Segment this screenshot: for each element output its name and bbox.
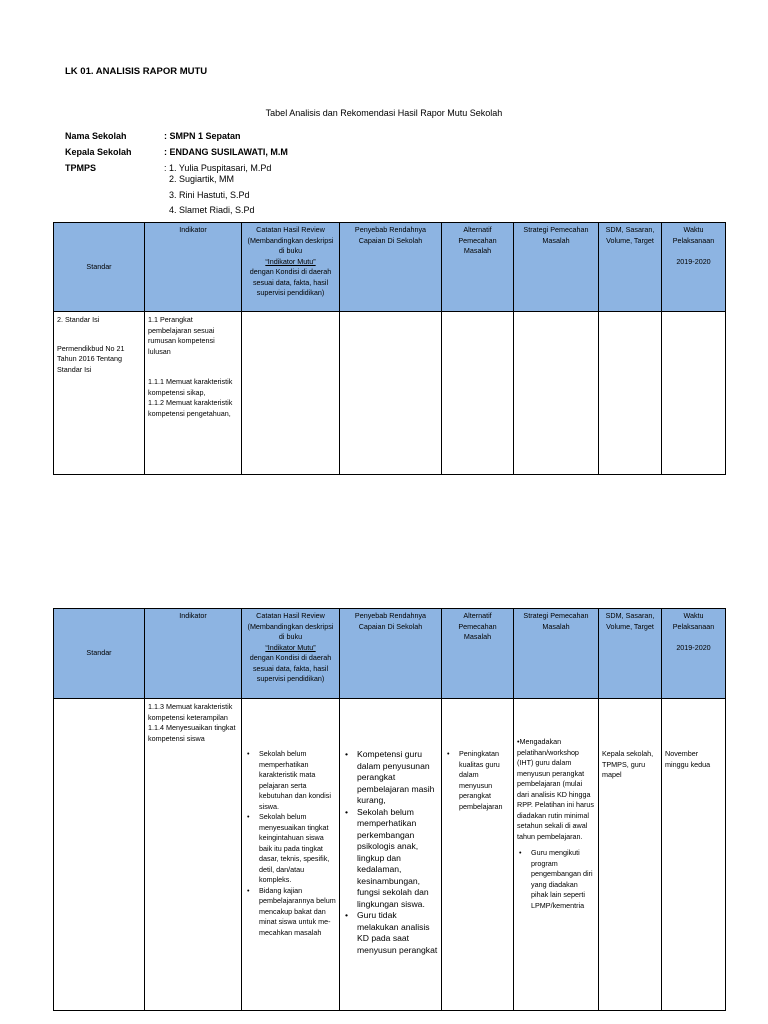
catatan-list [245, 749, 336, 938]
header-waktu [662, 223, 726, 312]
school-name-row [65, 128, 288, 144]
table-row [54, 699, 726, 1011]
list-item: • Kompetensi guru dalam penyusunan perangkat pembelajaran masih kurang, [343, 749, 438, 807]
strategi-list [517, 848, 595, 911]
cell-penyebab [340, 699, 442, 1011]
cell-penyebab [340, 312, 442, 475]
standar-regulation: Permendikbud No 21 Tahun 2016 Tentang Standar Isi [57, 343, 125, 374]
header-standar: Standar [54, 223, 145, 312]
sdm-text: Kepala sekolah, TPMPS, guru mapel [602, 749, 654, 779]
cell-standar [54, 312, 145, 475]
list-item: • Bidang kajian pembelajarannya belum mencakup bakat dan minat siswa untuk me-mecahkan masalah [245, 886, 336, 939]
header-catatan-part1: Catatan Hasil Review (Membandingkan deskripsi di buku [247, 611, 334, 641]
indikator-1-1: 1.1 Perangkat pembelajaran sesuai rumusan kompetensi lulusan [148, 315, 215, 356]
tpmps-members [169, 172, 255, 219]
header-catatan-part1: Catatan Hasil Review (Membandingkan deskripsi di buku [247, 225, 334, 255]
cell-strategi [514, 312, 599, 475]
tpmps-label: TPMPS [65, 163, 97, 173]
header-indikator: Indikator [145, 223, 242, 312]
table-header-row [54, 609, 726, 699]
header-penyebab: Penyebab Rendahnya Capaian Di Sekolah [340, 609, 442, 699]
school-name-value: : SMPN 1 Sepatan [164, 131, 241, 141]
table-caption: Tabel Analisis dan Rekomendasi Hasil Rapor Mutu Sekolah [265, 108, 503, 118]
header-alternatif: Alternatif Pemecahan Masalah [442, 223, 514, 312]
analysis-table-2 [53, 608, 726, 1011]
cell-strategi [514, 699, 599, 1011]
indikator-1-1-3: 1.1.3 Memuat karakteristik kompetensi keterampilan [148, 702, 233, 722]
alternatif-list [445, 749, 510, 812]
cell-alternatif [442, 312, 514, 475]
cell-catatan [242, 312, 340, 475]
header-strategi: Strategi Pemecahan Masalah [514, 609, 599, 699]
header-penyebab: Penyebab Rendahnya Capaian Di Sekolah [340, 223, 442, 312]
header-alternatif: Alternatif Pemecahan Masalah [442, 609, 514, 699]
list-item: • Guru mengikuti program pengembangan diri yang diadakan pihak lain seperti LPMP/kementria [517, 848, 595, 911]
header-indikator: Indikator [145, 609, 242, 699]
document-title: LK 01. ANALISIS RAPOR MUTU [65, 66, 208, 77]
tpmps-member-2: 2. Sugiartik, MM [169, 174, 235, 184]
list-item: • Sekolah belum menyesuaikan tingkat keingintahuan siswa baik itu pada tingkat dasar, teknis, spesifik, detil, dan/atau kompleks. [245, 812, 336, 886]
cell-indikator [145, 699, 242, 1011]
list-item: • Guru tidak melakukan analisis KD pada saat menyusun perangkat [343, 910, 438, 956]
table-row [54, 312, 726, 475]
header-strategi: Strategi Pemecahan Masalah [514, 223, 599, 312]
headmaster-value: : ENDANG SUSILAWATI, M.M [164, 147, 288, 157]
list-item: • Sekolah belum memperhatikan karakteristik mata pelajaran serta kebutuhan dan kondisi siswa. [245, 749, 336, 812]
header-waktu-label: Waktu Pelaksanaan [672, 611, 715, 631]
list-item: • Peningkatan kualitas guru dalam menyusun perangkat pembelajaran [445, 749, 510, 812]
cell-waktu [662, 699, 726, 1011]
cell-alternatif [442, 699, 514, 1011]
list-item: • Sekolah belum memperhatikan perkembangan psikologis anak, lingkup dan kedalaman, kesinambungan, fungsi sekolah dan lingkungan siswa. [343, 807, 438, 911]
standar-name: 2. Standar Isi [57, 315, 100, 324]
header-waktu-label: Waktu Pelaksanaan [672, 225, 715, 245]
headmaster-row [65, 144, 288, 160]
indikator-1-1-1: 1.1.1 Memuat karakteristik kompetensi sikap, [148, 377, 233, 397]
indikator-1-1-2: 1.1.2 Memuat karakteristik kompetensi pengetahuan, [148, 398, 233, 418]
indikator-1-1-4: 1.1.4 Menyesuaikan tingkat kompetensi siswa [148, 723, 236, 743]
header-catatan-part2: “Indikator Mutu” [265, 642, 316, 652]
tpmps-member-1: : 1. Yulia Puspitasari, M.Pd [164, 163, 272, 173]
tpmps-member-3: 3. Rini Hastuti, S.Pd [169, 189, 250, 200]
header-waktu-year: 2019-2020 [676, 642, 711, 652]
cell-indikator [145, 312, 242, 475]
header-waktu-year: 2019-2020 [676, 256, 711, 266]
cell-standar [54, 699, 145, 1011]
header-catatan-part3: dengan Kondisi di daerah sesuai data, fakta, hasil supervisi pendidikan) [249, 267, 332, 297]
cell-sdm [599, 312, 662, 475]
table-header-row [54, 223, 726, 312]
header-sdm: SDM, Sasaran, Volume, Target [599, 223, 662, 312]
header-sdm: SDM, Sasaran, Volume, Target [599, 609, 662, 699]
header-catatan [242, 609, 340, 699]
header-catatan [242, 223, 340, 312]
header-waktu [662, 609, 726, 699]
school-name-label: Nama Sekolah [65, 131, 127, 141]
cell-catatan [242, 699, 340, 1011]
tpmps-member-4: 4. Slamet Riadi, S.Pd [169, 205, 255, 215]
school-info [65, 128, 288, 176]
analysis-table-1 [53, 222, 726, 475]
strategi-text: •Mengadakan pelatihan/workshop (IHT) guru dalam menyusun perangkat pembelajaran (mulai dari analisis KD hingga RPP. Pelatihan ini harus diadakan rutin minimal setahun sekali di awal tahun pembelajaran. [517, 737, 594, 841]
header-catatan-part2: “Indikator Mutu” [265, 256, 316, 266]
cell-sdm [599, 699, 662, 1011]
header-catatan-part3: dengan Kondisi di daerah sesuai data, fakta, hasil supervisi pendidikan) [249, 653, 332, 683]
header-standar: Standar [54, 609, 145, 699]
waktu-text: November minggu kedua [665, 749, 711, 769]
penyebab-list [343, 749, 438, 956]
cell-waktu [662, 312, 726, 475]
headmaster-label: Kepala Sekolah [65, 147, 132, 157]
